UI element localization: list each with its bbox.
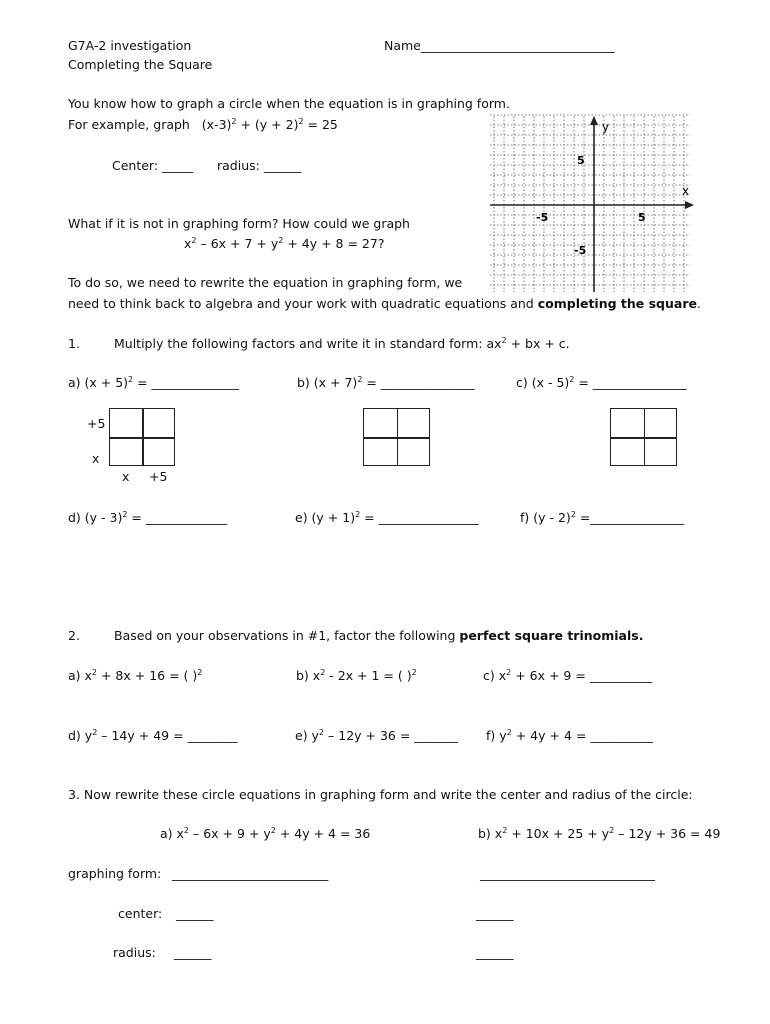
q1-prompt: Multiply the following factors and write it in standard form: $ax^2$ + bx + c. <box>114 336 570 351</box>
grid-lines <box>490 115 690 292</box>
q2a[interactable]: a) $x^2 + 8x + 16$ = ( )$^2$ <box>68 668 203 683</box>
q1f[interactable]: f) (y - 2)$^2$ =_______________ <box>520 510 685 525</box>
y-tick-neg5: -5 <box>574 244 587 257</box>
y-axis-arrow-icon <box>590 116 598 125</box>
intro-line-1: You know how to graph a circle when the equation is in graphing form. <box>68 96 510 111</box>
q3a-graphing-form-blank[interactable]: _________________________ <box>172 866 329 881</box>
y-tick-5: 5 <box>577 154 585 167</box>
equation-to-graph: $x^2 - 6x + 7 + y^2 + 4y + 8 = 27$? <box>184 236 385 251</box>
q3b-graphing-form-blank[interactable]: ____________________________ <box>480 866 655 881</box>
area-model-label-bottom-5: +5 <box>149 469 168 484</box>
x-axis-arrow-icon <box>685 201 694 209</box>
example-equation: $(x-3)^2 + (y + 2)^2 = 25$ <box>201 117 338 132</box>
center-blank[interactable]: Center: _____ <box>112 158 194 173</box>
intro-line-2: For example, graph $(x-3)^2 + (y + 2)^2 = 25$ <box>68 117 338 132</box>
q3a-radius-blank[interactable]: ______ <box>174 945 212 960</box>
q3a-equation: a) $x^2 - 6x + 9 + y^2 + 4y + 4 = 36$ <box>160 826 371 841</box>
y-axis-label: y <box>602 120 610 134</box>
q3a-center-blank[interactable]: ______ <box>176 906 214 921</box>
q1e[interactable]: e) $(y + 1)^2$ = ________________ <box>295 510 479 525</box>
q2c[interactable]: c) $x^2 + 6x + 9$ = __________ <box>483 668 653 683</box>
q2-number: 2. <box>68 628 80 643</box>
area-model-label-bottom-x: x <box>122 469 130 484</box>
radius-blank[interactable]: radius: ______ <box>217 158 302 173</box>
worksheet-subtitle: Completing the Square <box>68 57 213 72</box>
q1b[interactable]: b) $(x + 7)^2$ = _______________ <box>297 375 475 390</box>
rewrite-line-2: need to think back to algebra and your work with quadratic equations and completing the square. <box>68 296 701 311</box>
area-model-label-side: x <box>92 451 100 466</box>
q3b-center-blank[interactable]: ______ <box>476 906 514 921</box>
radius-label: radius: <box>113 945 156 960</box>
x-tick-5: 5 <box>638 211 646 224</box>
area-model-box-a[interactable] <box>109 408 175 466</box>
q1a[interactable]: a) $(x + 5)^2$ = ______________ <box>68 375 240 390</box>
q3-prompt: 3. Now rewrite these circle equations in graphing form and write the center and radius of the circle: <box>68 787 693 802</box>
q2b[interactable]: b) $x^2 - 2x + 1$ = ( )$^2$ <box>296 668 417 683</box>
center-label: center: <box>118 906 163 921</box>
q1c[interactable]: c) (x - 5)$^2$ = _______________ <box>516 375 687 390</box>
q1d[interactable]: d) (y - 3)$^2$ = _____________ <box>68 510 228 525</box>
q3b-radius-blank[interactable]: ______ <box>476 945 514 960</box>
q2d[interactable]: d) $y^2 - 14y + 49$ = ________ <box>68 728 238 743</box>
q2f[interactable]: f) $y^2 + 4y + 4$ = __________ <box>486 728 653 743</box>
x-tick-neg5: -5 <box>536 211 549 224</box>
completing-the-square-term: completing the square <box>537 296 697 311</box>
rewrite-line-1: To do so, we need to rewrite the equation in graphing form, we <box>68 275 463 290</box>
graphing-form-label: graphing form: <box>68 866 162 881</box>
q2-prompt: Based on your observations in #1, factor the following perfect square trinomials. <box>114 628 644 643</box>
q3b-equation: b) $x^2 + 10x + 25 + y^2 - 12y + 36 = 49$ <box>478 826 721 841</box>
name-label: Name <box>384 38 421 53</box>
area-model-box-b[interactable] <box>363 408 430 466</box>
course-title: G7A-2 investigation <box>68 38 192 53</box>
q1-number: 1. <box>68 336 80 351</box>
area-model-label-top: +5 <box>87 416 106 431</box>
x-axis-label: x <box>682 184 690 198</box>
coordinate-grid[interactable] <box>490 114 695 292</box>
name-blank[interactable]: _______________________________ <box>420 38 615 53</box>
name-line[interactable] <box>384 38 615 54</box>
not-graphing-form-question: What if it is not in graphing form? How could we graph <box>68 216 410 231</box>
q2e[interactable]: e) $y^2 - 12y + 36$ = _______ <box>295 728 459 743</box>
area-model-box-c[interactable] <box>610 408 677 466</box>
